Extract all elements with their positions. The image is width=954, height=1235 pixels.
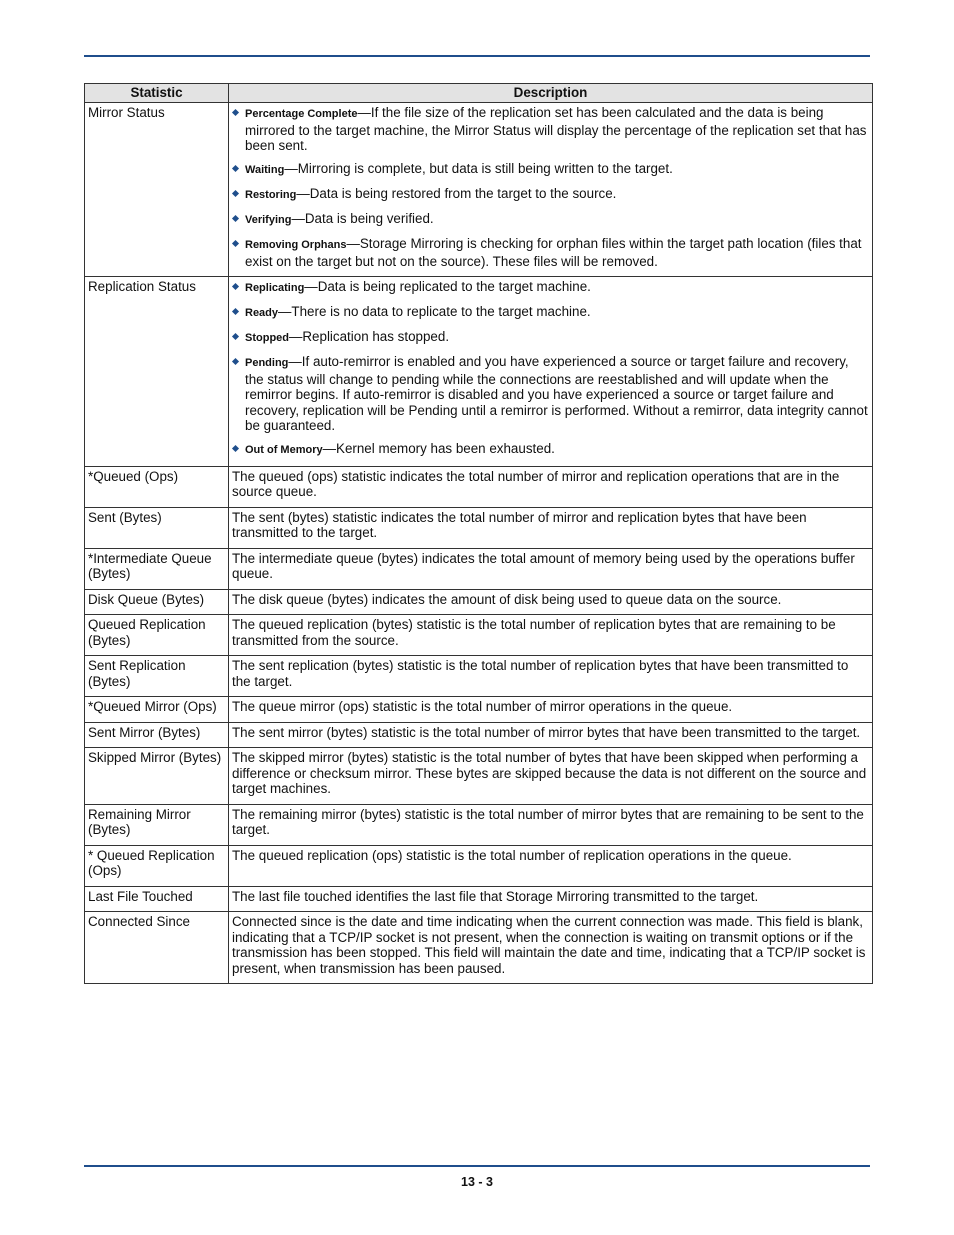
status-term: Ready bbox=[245, 307, 279, 319]
diamond-bullet-icon bbox=[232, 215, 239, 222]
status-list bbox=[232, 279, 869, 459]
diamond-bullet-icon bbox=[232, 240, 239, 247]
description-cell: The remaining mirror (bytes) statistic is the total number of mirror bytes that are remaining to be sent to the target. bbox=[229, 804, 873, 845]
description-cell: The queue mirror (ops) statistic is the total number of mirror operations in the queue. bbox=[229, 697, 873, 723]
table-row bbox=[85, 748, 873, 805]
status-text: —Kernel memory has been exhausted. bbox=[322, 441, 555, 456]
list-item bbox=[232, 161, 869, 179]
diamond-bullet-icon bbox=[232, 333, 239, 340]
statistic-cell: Sent Replication (Bytes) bbox=[85, 656, 229, 697]
statistic-cell: Last File Touched bbox=[85, 886, 229, 912]
status-term: Pending bbox=[245, 357, 289, 369]
status-text: —If auto-remirror is enabled and you have experienced a source or target failure and recovery, the status will change to pending while the connections are reestablished and will update when the remirror begins. If auto-remirror is disabled and you have experienced a source or target failure and recovery, replication will be Pending until a remirror is performed. Without a remirror, data integrity cannot be guaranteed. bbox=[245, 354, 868, 433]
statistic-cell: Queued Replication (Bytes) bbox=[85, 615, 229, 656]
status-list bbox=[232, 105, 869, 269]
description-cell: The intermediate queue (bytes) indicates the total amount of memory being used by the operations buffer queue. bbox=[229, 548, 873, 589]
table-row bbox=[85, 886, 873, 912]
status-term: Stopped bbox=[245, 332, 289, 344]
status-term: Waiting bbox=[245, 164, 285, 176]
statistic-cell: Sent (Bytes) bbox=[85, 507, 229, 548]
status-text: —Replication has stopped. bbox=[289, 329, 450, 344]
description-cell: The sent mirror (bytes) statistic is the total number of mirror bytes that have been transmitted to the target. bbox=[229, 722, 873, 748]
table-row bbox=[85, 103, 873, 277]
description-cell bbox=[229, 277, 873, 467]
description-cell: Connected since is the date and time indicating when the current connection was made. This field is blank, indicating that a TCP/IP socket is not present, when the connection is waiting on transmit options or if the transmission has been stopped. This field will maintain the date and time, indicating that a TCP/IP socket is present, when transmission has been paused. bbox=[229, 912, 873, 984]
diamond-bullet-icon bbox=[232, 358, 239, 365]
status-term: Out of Memory bbox=[245, 444, 323, 456]
table-row bbox=[85, 548, 873, 589]
status-text: —Storage Mirroring is checking for orphan files within the target path location (files that exist on the target but not on the source). These files will be removed. bbox=[245, 236, 862, 269]
description-cell: The queued replication (bytes) statistic is the total number of replication bytes that are remaining to be transmitted from the source. bbox=[229, 615, 873, 656]
list-item bbox=[232, 329, 869, 347]
diamond-bullet-icon bbox=[232, 190, 239, 197]
list-item bbox=[232, 279, 869, 297]
status-term: Percentage Complete bbox=[245, 108, 358, 120]
description-cell: The disk queue (bytes) indicates the amount of disk being used to queue data on the source. bbox=[229, 589, 873, 615]
column-header-statistic: Statistic bbox=[85, 84, 229, 103]
column-header-description: Description bbox=[229, 84, 873, 103]
diamond-bullet-icon bbox=[232, 445, 239, 452]
status-term: Restoring bbox=[245, 189, 297, 201]
statistic-cell: Skipped Mirror (Bytes) bbox=[85, 748, 229, 805]
description-cell: The sent (bytes) statistic indicates the total number of mirror and replication bytes that have been transmitted to the target. bbox=[229, 507, 873, 548]
table-row bbox=[85, 845, 873, 886]
description-cell: The queued replication (ops) statistic is the total number of replication operations in the queue. bbox=[229, 845, 873, 886]
page-number: 13 - 3 bbox=[461, 1175, 493, 1189]
table-row bbox=[85, 722, 873, 748]
status-term: Removing Orphans bbox=[245, 239, 347, 251]
diamond-bullet-icon bbox=[232, 283, 239, 290]
diamond-bullet-icon bbox=[232, 308, 239, 315]
table-row bbox=[85, 912, 873, 984]
statistic-cell: *Queued (Ops) bbox=[85, 466, 229, 507]
status-text: —Data is being replicated to the target machine. bbox=[304, 279, 591, 294]
table-row bbox=[85, 277, 873, 467]
status-text: —There is no data to replicate to the target machine. bbox=[278, 304, 591, 319]
status-text: —If the file size of the replication set has been calculated and the data is being mirrored to the target machine, the Mirror Status will display the percentage of the replication set that has been sent. bbox=[245, 105, 867, 153]
list-item bbox=[232, 186, 869, 204]
table-row bbox=[85, 466, 873, 507]
description-cell: The last file touched identifies the last file that Storage Mirroring transmitted to the target. bbox=[229, 886, 873, 912]
statistic-cell: * Queued Replication (Ops) bbox=[85, 845, 229, 886]
statistic-cell: Mirror Status bbox=[85, 103, 229, 277]
status-term: Replicating bbox=[245, 282, 305, 294]
table-row bbox=[85, 656, 873, 697]
list-item bbox=[232, 236, 869, 269]
statistic-cell: Sent Mirror (Bytes) bbox=[85, 722, 229, 748]
status-text: —Mirroring is complete, but data is still being written to the target. bbox=[284, 161, 673, 176]
statistic-cell: Connected Since bbox=[85, 912, 229, 984]
list-item bbox=[232, 211, 869, 229]
table-row bbox=[85, 804, 873, 845]
diamond-bullet-icon bbox=[232, 109, 239, 116]
diamond-bullet-icon bbox=[232, 165, 239, 172]
status-term: Verifying bbox=[245, 214, 292, 226]
header-rule bbox=[84, 55, 870, 57]
status-text: —Data is being restored from the target to the source. bbox=[296, 186, 617, 201]
table-row bbox=[85, 697, 873, 723]
table-row bbox=[85, 507, 873, 548]
footer-rule bbox=[84, 1165, 870, 1167]
statistic-cell: *Intermediate Queue (Bytes) bbox=[85, 548, 229, 589]
list-item bbox=[232, 304, 869, 322]
statistic-cell: Replication Status bbox=[85, 277, 229, 467]
statistic-cell: *Queued Mirror (Ops) bbox=[85, 697, 229, 723]
list-item bbox=[232, 354, 869, 434]
description-cell: The sent replication (bytes) statistic is the total number of replication bytes that have been transmitted to the target. bbox=[229, 656, 873, 697]
description-cell bbox=[229, 103, 873, 277]
table-row bbox=[85, 615, 873, 656]
description-cell: The skipped mirror (bytes) statistic is the total number of bytes that have been skipped when performing a difference or checksum mirror. These bytes are skipped because the data is not different on the source and target machines. bbox=[229, 748, 873, 805]
statistic-cell: Disk Queue (Bytes) bbox=[85, 589, 229, 615]
list-item bbox=[232, 105, 869, 154]
table-header-row bbox=[85, 84, 873, 103]
description-cell: The queued (ops) statistic indicates the total number of mirror and replication operations that are in the source queue. bbox=[229, 466, 873, 507]
statistic-cell: Remaining Mirror (Bytes) bbox=[85, 804, 229, 845]
status-text: —Data is being verified. bbox=[291, 211, 434, 226]
list-item bbox=[232, 441, 869, 459]
table-row bbox=[85, 589, 873, 615]
statistics-table bbox=[84, 83, 873, 984]
